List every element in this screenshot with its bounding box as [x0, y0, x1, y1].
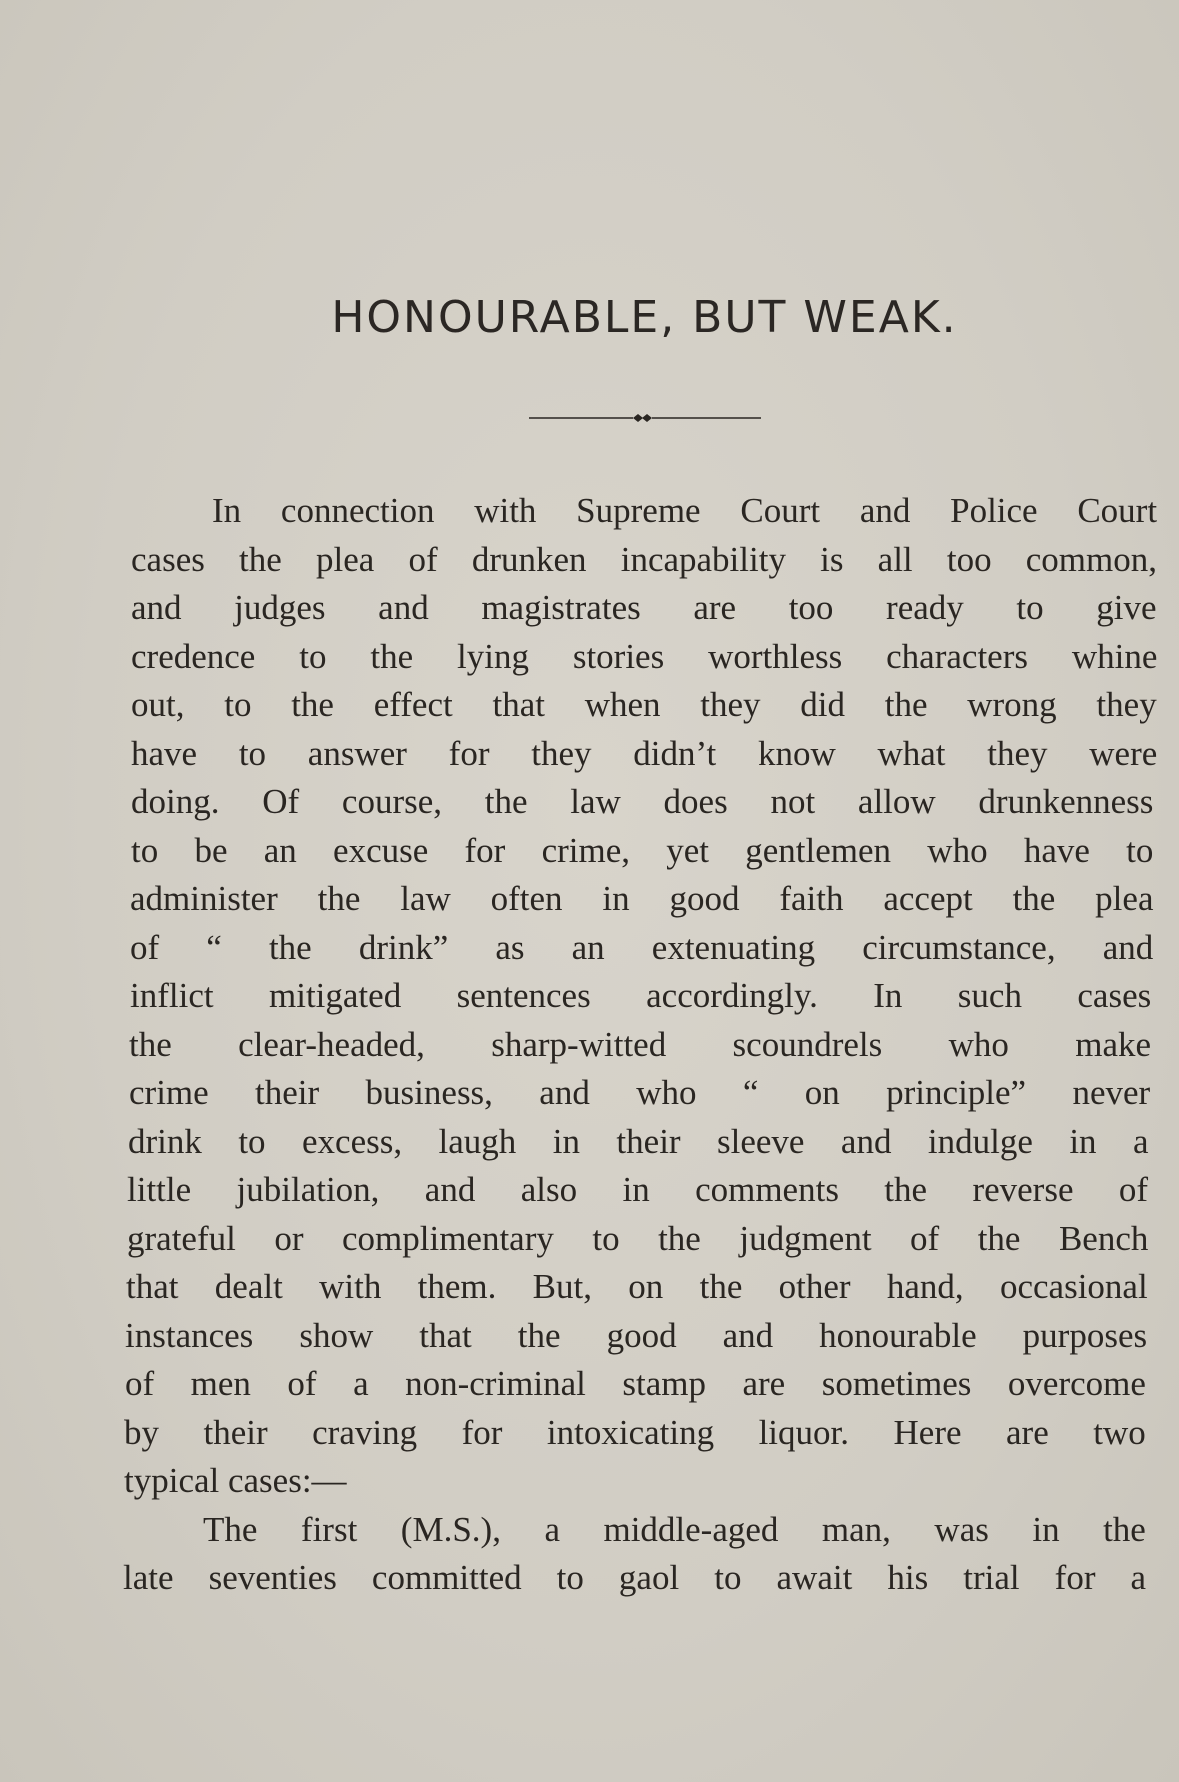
text-line: instances show that the good and honourable purposes	[125, 1316, 1148, 1355]
text-line: have to answer for they didn’t know what they were	[131, 734, 1158, 773]
text-line: of “ the drink” as an extenuating circumstance, and	[130, 928, 1154, 967]
text-line: late seventies committed to gaol to await his trial for a	[123, 1558, 1147, 1597]
diamond-rule-ornament-icon	[529, 410, 761, 426]
text-line: the clear-headed, sharp-witted scoundrels who make	[129, 1025, 1152, 1064]
text-line: little jubilation, and also in comments the reverse of	[127, 1170, 1149, 1209]
text-line: to be an excuse for crime, yet gentlemen who have to	[131, 831, 1154, 870]
text-line: and judges and magistrates are too ready to give	[131, 588, 1157, 627]
text-line: The first (M.S.), a middle-aged man, was in the	[203, 1510, 1146, 1549]
chapter-title: HONOURABLE, BUT WEAK.	[331, 292, 958, 343]
text-line: cases the plea of drunken incapability is all too common,	[131, 540, 1158, 579]
text-line: grateful or complimentary to the judgment of the Bench	[127, 1219, 1149, 1258]
text-line: drink to excess, laugh in their sleeve and indulge in a	[128, 1122, 1149, 1161]
text-line: that dealt with them. But, on the other hand, occasional	[126, 1267, 1148, 1306]
text-line: inflict mitigated sentences accordingly. In such cases	[130, 976, 1152, 1015]
text-line: crime their business, and who “ on principle” never	[129, 1073, 1151, 1112]
text-line: credence to the lying stories worthless characters whine	[131, 637, 1158, 676]
text-line: doing. Of course, the law does not allow drunkenness	[131, 782, 1154, 821]
text-line: of men of a non-criminal stamp are sometimes overcome	[125, 1364, 1146, 1403]
text-line: by their craving for intoxicating liquor. Here are two	[124, 1413, 1146, 1452]
text-line: typical cases:—	[124, 1461, 347, 1500]
text-line: administer the law often in good faith accept the plea	[130, 879, 1154, 918]
text-line: out, to the effect that when they did the wrong they	[131, 685, 1157, 724]
text-line: In connection with Supreme Court and Police Court	[212, 491, 1158, 530]
